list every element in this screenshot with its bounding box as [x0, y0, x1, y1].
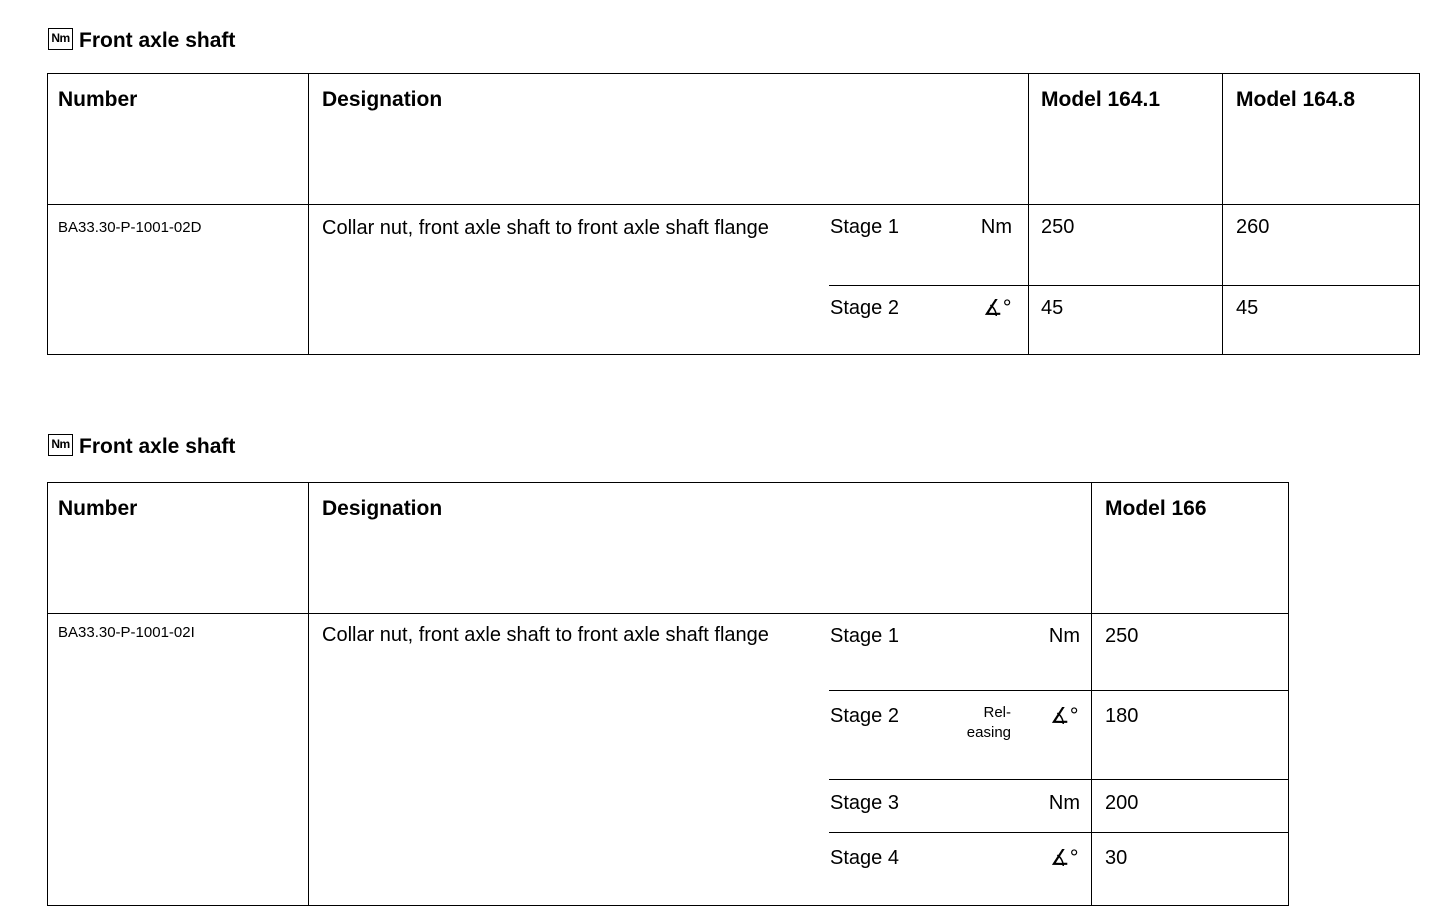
- stage-label: Stage 4: [830, 847, 899, 869]
- designation-text: Collar nut, front axle shaft to front axle shaft flange: [322, 624, 769, 646]
- header-divider: [48, 204, 1419, 205]
- value-model-a: 45: [1041, 297, 1064, 319]
- stage-label: Stage 3: [830, 792, 899, 814]
- header-designation: Designation: [322, 88, 443, 111]
- stage-label: Stage 1: [830, 625, 899, 647]
- table1-heading: [48, 28, 235, 54]
- releasing-note-line1: Rel-: [983, 704, 1011, 721]
- header-number: Number: [58, 88, 138, 111]
- document-number-link[interactable]: BA33.30-P-1001-02D: [58, 219, 202, 236]
- column-divider: [1028, 74, 1029, 354]
- stage-divider: [829, 779, 1288, 780]
- table2-title: Front axle shaft: [79, 435, 236, 458]
- value-model-a: 180: [1105, 705, 1139, 727]
- angle-degree-icon: ∡°: [1050, 845, 1079, 870]
- value-model-b: 260: [1236, 216, 1270, 238]
- value-model-a: 250: [1105, 625, 1139, 647]
- unit-nm: Nm: [980, 216, 1012, 238]
- header-divider: [48, 613, 1288, 614]
- header-model-a: Model 164.1: [1041, 88, 1161, 111]
- stage-divider: [829, 285, 1419, 286]
- column-divider: [1091, 483, 1092, 905]
- column-divider: [308, 74, 309, 354]
- value-model-a: 30: [1105, 847, 1128, 869]
- stage-label: Stage 1: [830, 216, 899, 238]
- releasing-note: [941, 703, 1011, 743]
- value-model-b: 45: [1236, 297, 1259, 319]
- value-model-a: 200: [1105, 792, 1139, 814]
- stage-label: Stage 2: [830, 705, 899, 727]
- document-number-link[interactable]: BA33.30-P-1001-02I: [58, 624, 195, 641]
- header-model-a: Model 166: [1105, 497, 1207, 520]
- header-model-b: Model 164.8: [1236, 88, 1356, 111]
- header-number: Number: [58, 497, 138, 520]
- torque-table-1: [47, 73, 1420, 355]
- stage-label: Stage 2: [830, 297, 899, 319]
- angle-degree-icon: ∡°: [1050, 703, 1079, 728]
- angle-degree-icon: ∡°: [983, 295, 1012, 320]
- unit-nm: Nm: [1048, 792, 1080, 814]
- torque-table-2: [47, 482, 1289, 906]
- torque-nm-icon: Nm: [48, 434, 73, 456]
- value-model-a: 250: [1041, 216, 1075, 238]
- torque-nm-icon: Nm: [48, 28, 73, 50]
- header-designation: Designation: [322, 497, 443, 520]
- releasing-note-line2: easing: [966, 724, 1011, 741]
- designation-text: Collar nut, front axle shaft to front axle shaft flange: [322, 217, 769, 239]
- unit-nm: Nm: [1048, 625, 1080, 647]
- stage-divider: [829, 832, 1288, 833]
- column-divider: [308, 483, 309, 905]
- stage-divider: [829, 690, 1288, 691]
- table2-heading: [48, 434, 235, 460]
- column-divider: [1222, 74, 1223, 354]
- table1-title: Front axle shaft: [79, 29, 236, 52]
